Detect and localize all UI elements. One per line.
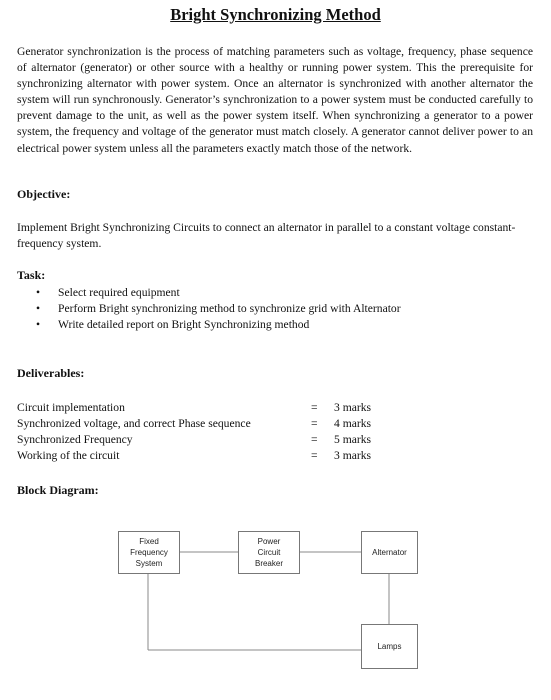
alternator-block: Alternator	[361, 531, 418, 574]
deliverable-marks: 4 marks	[334, 417, 372, 430]
intro-paragraph: Generator synchronization is the process of matching parameters such as voltage, frequency, phase sequence of alternator (generator) or other source with a healthy or running power system. This the prerequisite for synchronizing alternator with power system. Once an alternator is synchronized with another alternator the system will run synchronously. Generator’s synchronization to a power system must be conducted carefully to prevent damage to the unit, as well as the power system itself. When synchronizing a generator to a power system, the frequency and voltage of the generator must match closely. A generator cannot deliver power to an electrical power system unless all the parameters exactly match those of the network.	[17, 45, 533, 155]
task-list	[36, 285, 401, 333]
lamps-block: Lamps	[361, 624, 418, 669]
deliverable-marks: 5 marks	[334, 433, 372, 446]
deliverable-row	[17, 400, 437, 416]
task-item: • Write detailed report on Bright Synchronizing method	[36, 317, 401, 333]
deliverables-heading: Deliverables:	[17, 366, 85, 380]
page-title: Bright Synchronizing Method	[170, 5, 381, 24]
deliverable-equals: =	[311, 401, 318, 414]
block-diagram-heading: Block Diagram:	[17, 483, 99, 497]
task-item: • Perform Bright synchronizing method to synchronize grid with Alternator	[36, 301, 401, 317]
task-item: • Select required equipment	[36, 285, 401, 301]
deliverable-equals: =	[311, 417, 318, 430]
deliverable-item: Synchronized Frequency	[17, 433, 133, 446]
deliverable-marks: 3 marks	[334, 449, 372, 462]
objective-heading: Objective:	[17, 187, 71, 201]
deliverable-row	[17, 432, 437, 448]
deliverable-equals: =	[311, 449, 318, 462]
deliverable-item: Circuit implementation	[17, 401, 125, 414]
objective-text: Implement Bright Synchronizing Circuits to connect an alternator in parallel to a constant voltage constant-frequency system.	[17, 221, 516, 251]
deliverable-equals: =	[311, 433, 318, 446]
deliverable-row	[17, 448, 437, 464]
deliverable-item: Working of the circuit	[17, 449, 120, 462]
deliverable-marks: 3 marks	[334, 401, 372, 414]
fixed-frequency-system-block: Fixed Frequency System	[118, 531, 180, 574]
deliverable-item: Synchronized voltage, and correct Phase sequence	[17, 417, 251, 430]
power-circuit-breaker-block: Power Circuit Breaker	[238, 531, 300, 574]
task-heading: Task:	[17, 268, 46, 282]
deliverable-row	[17, 416, 437, 432]
